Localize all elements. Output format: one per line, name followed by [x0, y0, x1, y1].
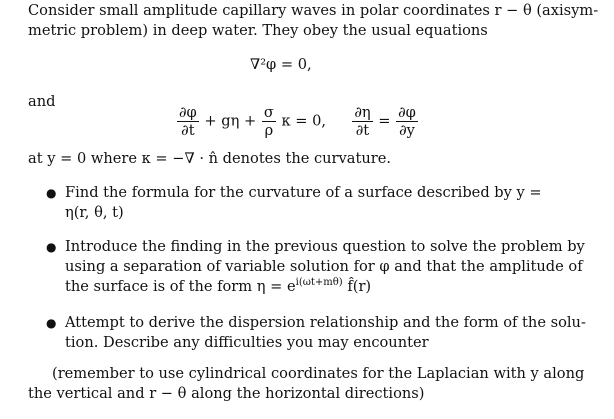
boundary-conditions-equation — [176, 104, 419, 150]
equals-sign: = — [378, 112, 391, 130]
task-1-line-2: η(r, θ, t) — [65, 204, 124, 221]
fraction-dphi-dt — [177, 104, 199, 139]
fraction-numerator: ∂φ — [179, 104, 197, 121]
task-3-line-2: tion. Describe any difficulties you may encounter — [65, 334, 429, 351]
task-2-line-3 — [65, 277, 546, 297]
bullet-icon: ● — [46, 186, 57, 200]
intro-line-1: Consider small amplitude capillary waves in polar coordinates r − θ (axisym- — [28, 2, 599, 19]
task-3-line-1: Attempt to derive the dispersion relationship and the form of the solu- — [65, 314, 586, 331]
fraction-denominator: ∂t — [181, 122, 195, 139]
remark-paragraph — [28, 364, 585, 404]
list-item — [46, 237, 585, 313]
list-item — [46, 183, 546, 237]
fraction-denominator: ∂y — [399, 122, 415, 139]
task-2-line-3-text: the surface is of the form η = e — [65, 278, 296, 295]
task-1-line-1: Find the formula for the curvature of a surface described by y = — [65, 184, 542, 201]
list-item — [46, 313, 586, 353]
equation-term: κ = 0, — [281, 112, 327, 130]
fraction-denominator: ∂t — [355, 122, 370, 139]
fraction-numerator: σ — [263, 104, 274, 121]
fraction-dphi-dy — [396, 104, 418, 139]
fraction-numerator: ∂η — [354, 104, 371, 121]
laplace-equation: ∇²φ = 0, — [250, 56, 312, 73]
bullet-icon: ● — [46, 316, 57, 330]
and-connector: and — [28, 93, 56, 110]
fraction-sigma-rho — [262, 104, 276, 139]
intro-paragraph — [28, 1, 599, 41]
exponent: i(ωt+mθ) — [295, 277, 343, 289]
curvature-definition: at y = 0 where κ = −∇ · n̂ denotes the curvature. — [28, 150, 391, 167]
remark-line-1: (remember to use cylindrical coordinates for the Laplacian with y along — [52, 365, 585, 382]
equation-term: + gη + — [204, 112, 257, 130]
bullet-icon: ● — [46, 240, 57, 254]
task-list — [46, 183, 586, 353]
task-2-line-2: using a separation of variable solution for φ and that the amplitude of — [65, 258, 583, 275]
fraction-deta-dt — [352, 104, 372, 139]
task-2-line-1: Introduce the finding in the previous question to solve the problem by — [65, 238, 585, 255]
fraction-numerator: ∂φ — [398, 104, 416, 121]
task-2-line-3-end: f̂(r) — [342, 278, 372, 295]
fraction-denominator: ρ — [264, 122, 274, 139]
remark-line-2: the vertical and r − θ along the horizontal directions) — [28, 385, 425, 402]
intro-line-2: metric problem) in deep water. They obey the usual equations — [28, 22, 488, 39]
